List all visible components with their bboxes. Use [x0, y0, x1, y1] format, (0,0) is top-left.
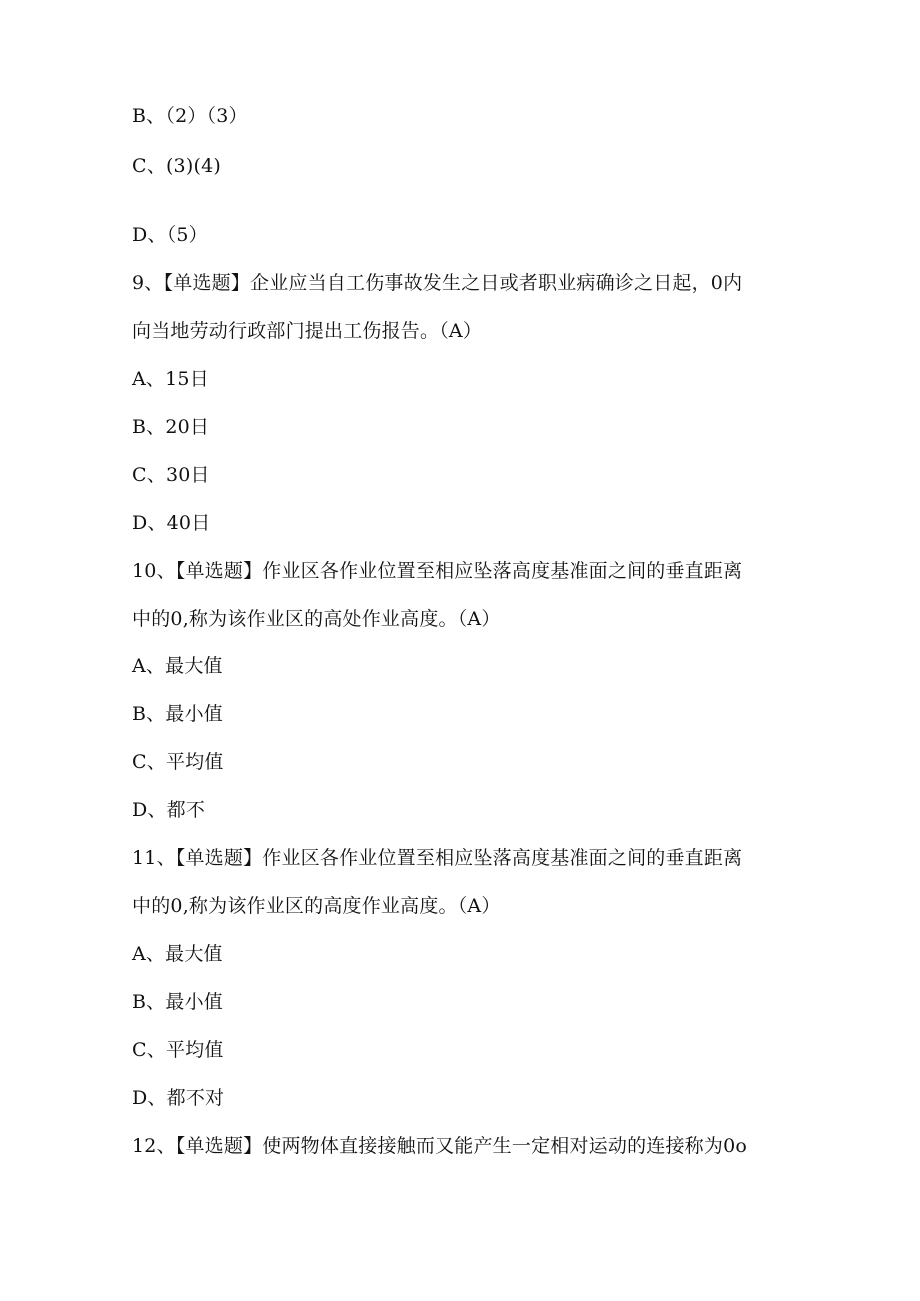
question-9-line-2: 向当地劳动行政部门提出工伤报告。（A） [132, 320, 483, 342]
option-b-q8: B、（2）（3） [132, 105, 248, 127]
option-b-q11: B、最小值 [132, 991, 223, 1013]
option-d-q9: D、40日 [132, 512, 211, 534]
question-9-line-1: 9、【单选题】企业应当自工伤事故发生之日或者职业病确诊之日起，0内 [132, 272, 743, 294]
option-d-q8: D、（5） [132, 224, 208, 246]
option-d-q10: D、都不 [132, 799, 206, 821]
question-10-line-1: 10、【单选题】作业区各作业位置至相应坠落高度基准面之间的垂直距离 [132, 560, 743, 582]
question-11-line-1: 11、【单选题】作业区各作业位置至相应坠落高度基准面之间的垂直距离 [132, 847, 743, 869]
option-c-q9: C、30日 [132, 464, 210, 486]
option-a-q9: A、15日 [132, 368, 209, 390]
option-b-q10: B、最小值 [132, 703, 223, 725]
option-b-q9: B、20日 [132, 416, 210, 438]
option-c-q10: C、平均值 [132, 751, 224, 773]
question-11-line-2: 中的0,称为该作业区的高度作业高度。（A） [132, 895, 501, 917]
option-c-q11: C、平均值 [132, 1039, 224, 1061]
question-10-line-2: 中的0,称为该作业区的高处作业高度。（A） [132, 608, 501, 630]
option-a-q10: A、最大值 [132, 655, 223, 677]
option-d-q11: D、都不对 [132, 1087, 225, 1109]
option-a-q11: A、最大值 [132, 943, 223, 965]
option-c-q8: C、(3)(4) [132, 155, 221, 177]
question-12-line-1: 12、【单选题】使两物体直接接触而又能产生一定相对运动的连接称为0o [132, 1135, 748, 1157]
